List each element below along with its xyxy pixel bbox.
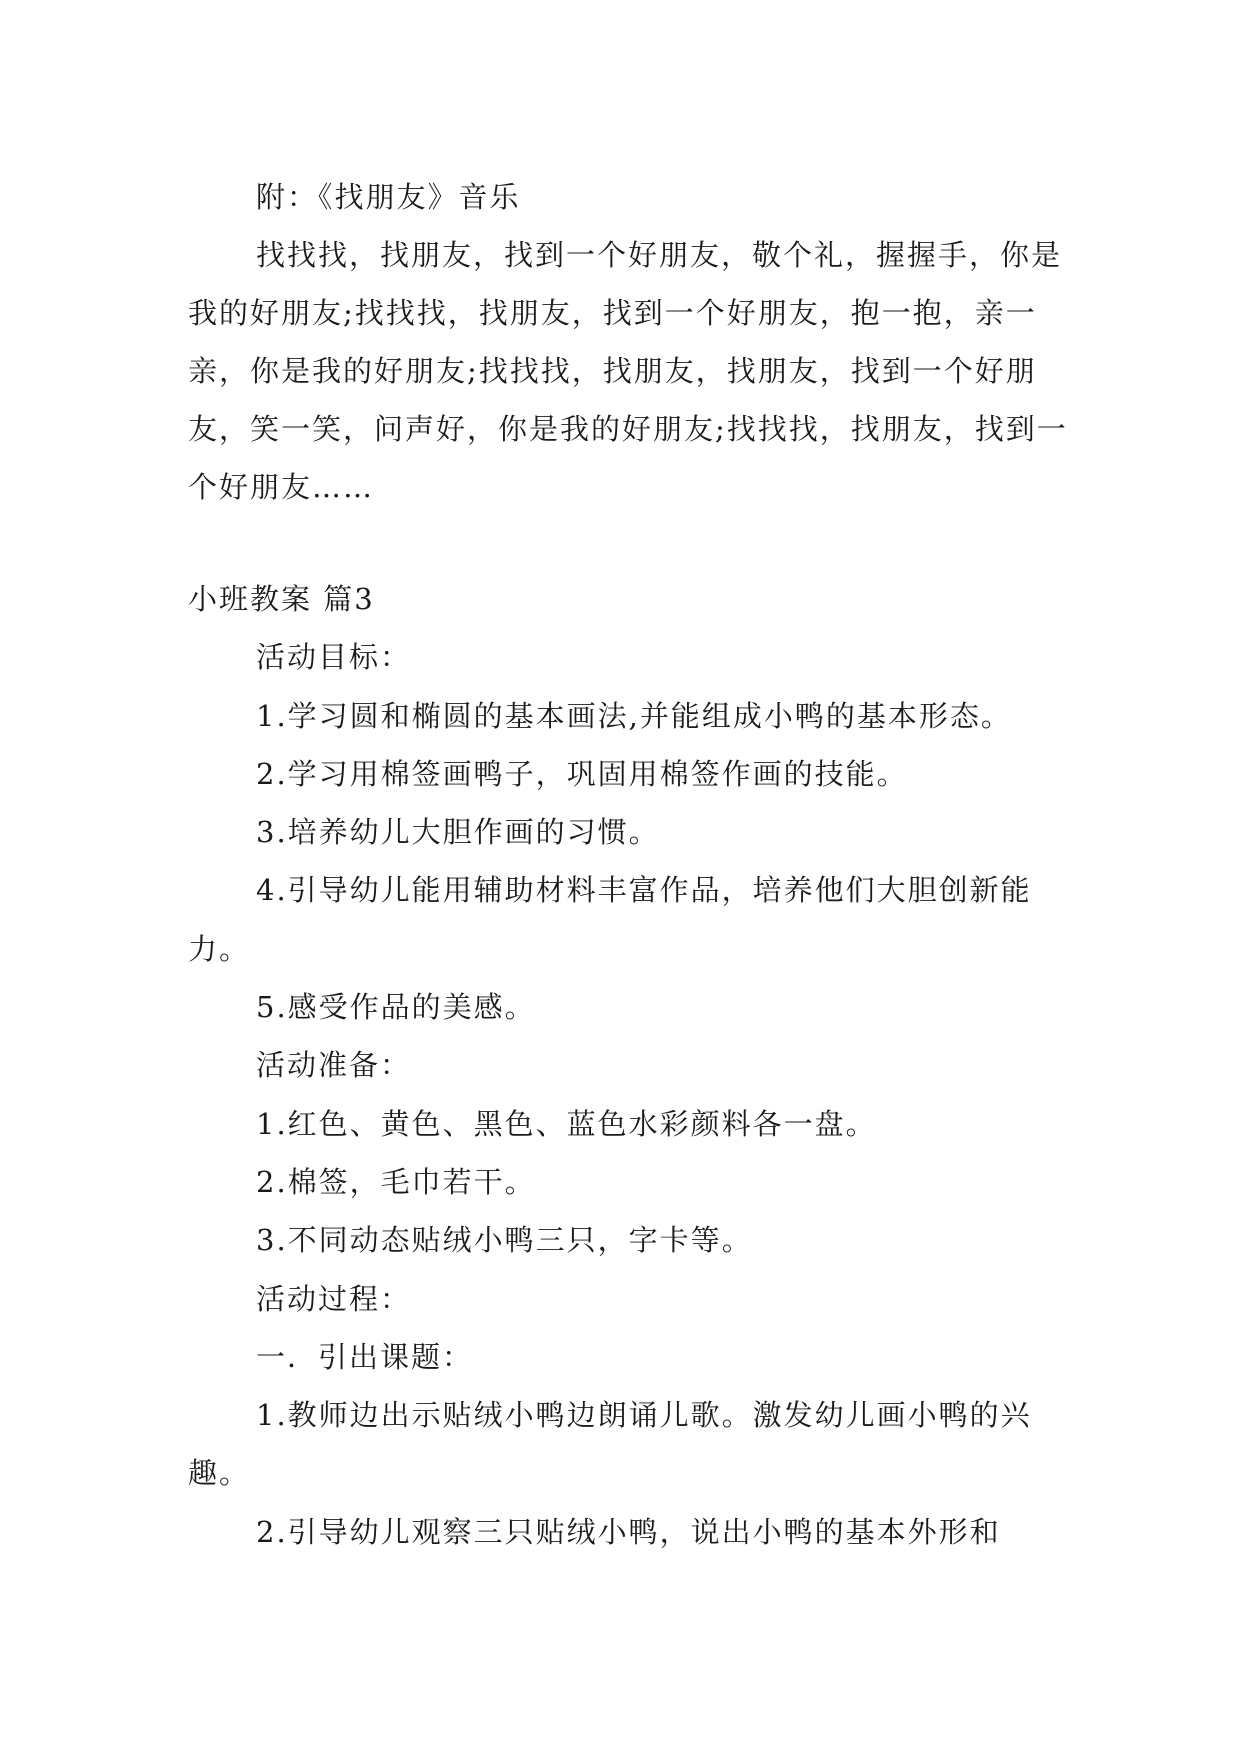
prep-item: 3.不同动态贴绒小鸭三只，字卡等。 xyxy=(256,1223,753,1258)
process-item: 2.引导幼儿观察三只贴绒小鸭，说出小鸭的基本外形和 xyxy=(256,1514,1001,1549)
process-item: 1.教师边出示贴绒小鸭边朗诵儿歌。激发幼儿画小鸭的兴趣。 xyxy=(188,1398,1032,1491)
goal-item: 3.培养幼儿大胆作画的习惯。 xyxy=(256,815,660,850)
prep-title: 活动准备： xyxy=(256,1048,412,1083)
process-section-title: 一．引出课题： xyxy=(256,1339,474,1374)
song-lyrics: 找找找，找朋友，找到一个好朋友，敬个礼，握握手，你是我的好朋友;找找找，找朋友，找到一个好朋友，抱一抱，亲一亲，你是我的好朋友;找找找，找朋友，找朋友，找到一个好朋友，笑一笑，问声好，你是我的好朋友;找找找，找朋友，找到一个好朋友…… xyxy=(188,238,1068,504)
lesson-heading: 小班教案 篇3 xyxy=(188,582,375,616)
lesson-section xyxy=(188,570,1073,1561)
goals-title: 活动目标： xyxy=(256,640,412,675)
process-title: 活动过程： xyxy=(256,1281,412,1316)
goal-item: 2.学习用棉签画鸭子，巩固用棉签作画的技能。 xyxy=(256,756,908,791)
prep-item: 1.红色、黄色、黑色、蓝色水彩颜料各一盘。 xyxy=(256,1106,877,1141)
appendix-title: 附：《找朋友》音乐 xyxy=(256,180,521,214)
goal-item: 1.学习圆和椭圆的基本画法,并能组成小鸭的基本形态。 xyxy=(256,698,1012,733)
goal-item: 5.感受作品的美感。 xyxy=(256,990,536,1025)
goal-item: 4.引导幼儿能用辅助材料丰富作品，培养他们大胆创新能力。 xyxy=(188,873,1032,966)
appendix-section xyxy=(188,168,1073,516)
prep-item: 2.棉签，毛巾若干。 xyxy=(256,1164,536,1199)
